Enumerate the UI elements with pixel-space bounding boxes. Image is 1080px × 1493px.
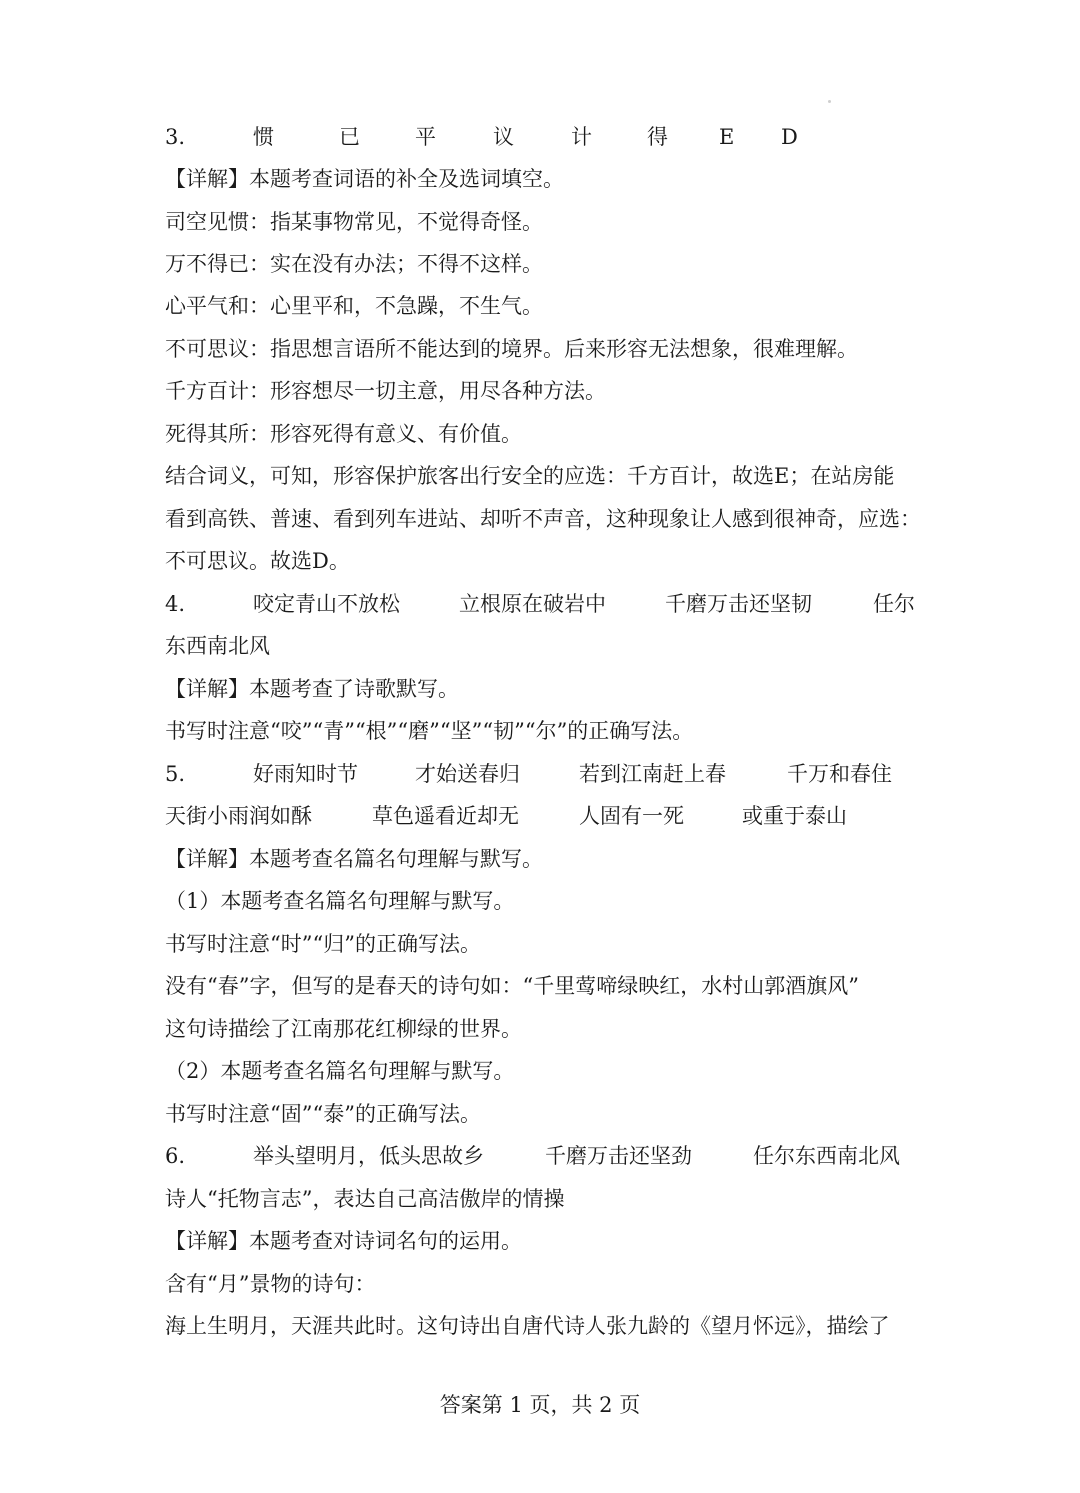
q5-answer-3: 若到江南赶上春 [579,762,726,786]
q3-def-5: 千方百计：形容想尽一切主意，用尽各种方法。 [165,379,606,403]
q4-answer-1: 咬定青山不放松 [253,592,400,616]
q3-answer-2: 已 [339,125,360,149]
q6-answer-1: 举头望明月，低头思故乡 [253,1144,484,1168]
q5-line-5: （2）本题考查名篇名句理解与默写。 [165,1059,515,1083]
q3-detail: 【详解】本题考查词语的补全及选词填空。 [165,167,564,191]
q3-analysis-2: 看到高铁、普速、看到列车进站、却听不声音，这种现象让人感到很神奇，应选： [165,507,921,531]
q6-detail: 【详解】本题考查对诗词名句的运用。 [165,1229,522,1253]
q4-number: 4. [165,592,186,616]
q3-analysis-3: 不可思议。故选D。 [165,549,350,573]
q5-answer-7: 人固有一死 [579,804,684,828]
q5-answer-5: 天街小雨润如酥 [165,804,312,828]
q6-line-2: 诗人“托物言志”，表达自己高洁傲岸的情操 [165,1187,565,1211]
q3-def-2: 万不得已：实在没有办法；不得不这样。 [165,252,543,276]
q5-answer-8: 或重于泰山 [742,804,847,828]
q4-answer-row [165,589,925,619]
q5-answer-6: 草色遥看近却无 [372,804,519,828]
q5-answer-2: 才始送春归 [415,762,520,786]
q3-def-1: 司空见惯：指某事物常见，不觉得奇怪。 [165,210,543,234]
q4-detail: 【详解】本题考查了诗歌默写。 [165,677,459,701]
q3-answer-8: D [781,125,798,149]
q3-answer-5: 计 [571,125,592,149]
q3-analysis-1: 结合词义，可知，形容保护旅客出行安全的应选：千方百计，故选E；在站房能 [165,464,895,488]
q5-line-4: 这句诗描绘了江南那花红柳绿的世界。 [165,1017,522,1041]
q4-answer-4: 任尔 [873,592,915,616]
q4-answer-cont: 东西南北风 [165,634,270,658]
q3-answer-3: 平 [415,125,436,149]
q6-answer-row [165,1141,925,1171]
q5-detail: 【详解】本题考查名篇名句理解与默写。 [165,847,543,871]
q6-line-4: 海上生明月，天涯共此时。这句诗出自唐代诗人张九龄的《望月怀远》，描绘了 [165,1314,890,1338]
page-footer: 答案第 1 页，共 2 页 [439,1393,641,1417]
q3-answer-row [165,122,925,152]
q5-line-1: （1）本题考查名篇名句理解与默写。 [165,889,515,913]
q3-answer-7: E [719,125,735,149]
q3-answer-1: 惯 [253,125,274,149]
q3-def-4: 不可思议：指思想言语所不能达到的境界。后来形容无法想象，很难理解。 [165,337,858,361]
q6-line-3: 含有“月”景物的诗句： [165,1272,376,1296]
scan-speck [828,100,831,103]
q5-line-2: 书写时注意“时”“归”的正确写法。 [165,932,481,956]
q3-answer-6: 得 [647,125,668,149]
q3-number: 3. [165,125,186,149]
q6-number: 6. [165,1144,186,1168]
q5-answer-row-1 [165,759,925,789]
q3-def-6: 死得其所：形容死得有意义、有价值。 [165,422,522,446]
q5-answer-4: 千万和春住 [787,762,892,786]
q4-answer-3: 千磨万击还坚韧 [665,592,812,616]
q5-answer-1: 好雨知时节 [253,762,358,786]
q3-answer-4: 议 [493,125,514,149]
q5-answer-row-2 [165,801,925,831]
q5-line-3: 没有“春”字，但写的是春天的诗句如：“千里莺啼绿映红，水村山郭酒旗风” [165,974,859,998]
q5-line-6: 书写时注意“固”“泰”的正确写法。 [165,1102,481,1126]
q3-def-3: 心平气和：心里平和，不急躁，不生气。 [165,294,543,318]
q4-note: 书写时注意“咬”“青”“根”“磨”“坚”“韧”“尔”的正确写法。 [165,719,694,743]
q4-answer-2: 立根原在破岩中 [459,592,606,616]
q6-answer-3: 任尔东西南北风 [753,1144,900,1168]
q6-answer-2: 千磨万击还坚劲 [545,1144,692,1168]
q5-number: 5. [165,762,186,786]
